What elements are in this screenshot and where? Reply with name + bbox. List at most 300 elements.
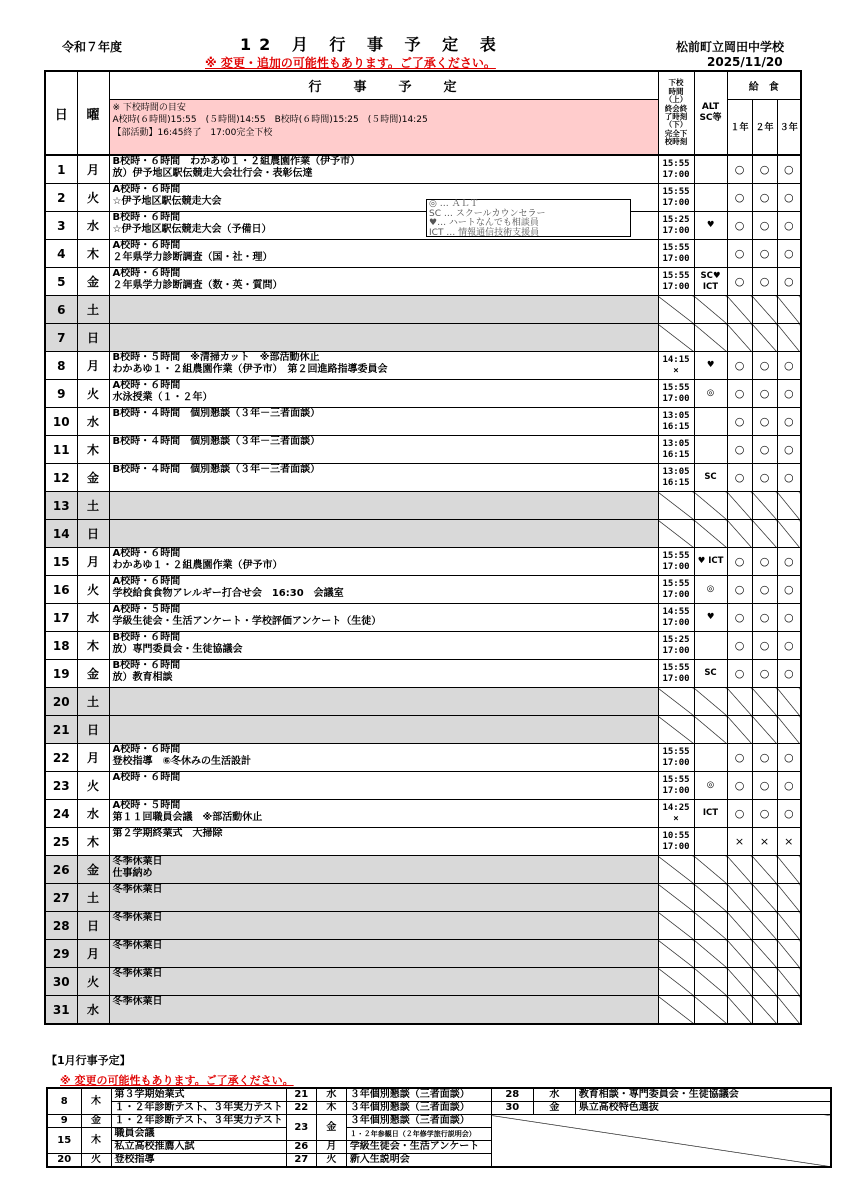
day-row (45, 408, 801, 436)
lunch-grade-1: ○ (727, 184, 752, 212)
crossed-out-cell (658, 968, 694, 996)
lunch-grade-3: ○ (777, 744, 801, 772)
lunch-grade-1: ○ (727, 800, 752, 828)
lunch-grade-2: ○ (752, 240, 777, 268)
jan-empty-cell (491, 1115, 831, 1168)
crossed-out-cell (658, 492, 694, 520)
lunch-grade-3: ○ (777, 436, 801, 464)
crossed-out-cell (777, 520, 801, 548)
lunch-grade-3: ○ (777, 772, 801, 800)
end-time: 10:55 (662, 830, 690, 841)
day-events (109, 744, 658, 772)
day-number: 5 (45, 268, 77, 296)
jan-day: 28 (491, 1088, 533, 1102)
day-number: 2 (45, 184, 77, 212)
staff-marker (694, 184, 727, 212)
day-number: 6 (45, 296, 77, 324)
staff-marker: ♥ (694, 352, 727, 380)
day-of-week: 土 (77, 884, 109, 912)
header-events: 行 事 予 定 (109, 71, 658, 99)
lunch-grade-2: ○ (752, 155, 777, 184)
crossed-out-cell (658, 520, 694, 548)
day-events (109, 324, 658, 352)
crossed-out-cell (694, 324, 727, 352)
lunch-grade-1: ○ (727, 240, 752, 268)
day-of-week: 水 (77, 800, 109, 828)
header-day: 日 (45, 71, 77, 155)
crossed-out-cell (658, 940, 694, 968)
event-line: A校時・５時間 (112, 604, 181, 615)
day-row (45, 492, 801, 520)
crossed-out-cell (752, 296, 777, 324)
day-of-week: 火 (77, 184, 109, 212)
event-line: 学級生徒会・生活アンケート・学校評価アンケート（生徒） (112, 616, 382, 627)
day-row (45, 940, 801, 968)
lunch-grade-3: ○ (777, 548, 801, 576)
event-line: 放）専門委員会・生徒協議会 (112, 644, 243, 655)
end-time: 13:05 (662, 438, 690, 449)
crossed-out-cell (727, 912, 752, 940)
lunch-grade-1: ○ (727, 464, 752, 492)
lunch-grade-2: ○ (752, 184, 777, 212)
lunch-grade-1: ○ (727, 408, 752, 436)
day-of-week: 火 (77, 576, 109, 604)
day-of-week: 火 (77, 968, 109, 996)
jan-dow: 木 (316, 1102, 346, 1115)
day-number: 11 (45, 436, 77, 464)
jan-day: 22 (286, 1102, 316, 1115)
lunch-grade-3: ○ (777, 604, 801, 632)
crossed-out-cell (658, 884, 694, 912)
day-of-week: 水 (77, 604, 109, 632)
end-time: 15:55 (662, 774, 690, 785)
day-row (45, 212, 801, 240)
staff-marker: ◎ (694, 576, 727, 604)
day-of-week: 木 (77, 828, 109, 856)
crossed-out-cell (727, 324, 752, 352)
day-events (109, 155, 658, 184)
day-events (109, 464, 658, 492)
event-line: B校時・６時間 (112, 632, 181, 643)
jan-event: ３年個別懇談（三者面談） (346, 1102, 491, 1115)
event-line: 冬季休業日 (112, 856, 163, 867)
crossed-out-cell (777, 296, 801, 324)
day-of-week: 木 (77, 240, 109, 268)
end-time: 15:55 (662, 158, 690, 169)
lunch-grade-2: ○ (752, 464, 777, 492)
dismissal-times (658, 576, 694, 604)
event-line: B校時・５時間 ※清掃カット ※部活動休止 (112, 352, 320, 363)
day-events (109, 688, 658, 716)
crossed-out-cell (777, 856, 801, 884)
lunch-grade-3: ○ (777, 800, 801, 828)
staff-marker: ♥ (694, 604, 727, 632)
lunch-grade-1: ○ (727, 155, 752, 184)
day-row (45, 184, 801, 212)
day-of-week: 月 (77, 352, 109, 380)
day-of-week: 土 (77, 492, 109, 520)
event-line: 第１１回職員会議 ※部活動休止 (112, 812, 263, 823)
event-line: 冬季休業日 (112, 996, 163, 1007)
event-line: わかあゆ１・２組農園作業（伊予市） 第２回進路指導委員会 (112, 364, 388, 375)
day-row (45, 968, 801, 996)
end-time: 13:05 (662, 410, 690, 421)
crossed-out-cell (658, 996, 694, 1025)
day-row (45, 464, 801, 492)
day-number: 20 (45, 688, 77, 716)
lunch-grade-3: ○ (777, 380, 801, 408)
lunch-grade-2: ○ (752, 632, 777, 660)
crossed-out-cell (752, 688, 777, 716)
day-row (45, 660, 801, 688)
event-line: A校時・６時間 (112, 380, 181, 391)
jan-dow: 水 (533, 1088, 575, 1102)
day-of-week: 水 (77, 996, 109, 1025)
day-of-week: 土 (77, 296, 109, 324)
day-row (45, 268, 801, 296)
crossed-out-cell (658, 296, 694, 324)
day-of-week: 木 (77, 436, 109, 464)
end-time: 14:25 (662, 802, 690, 813)
day-events (109, 492, 658, 520)
event-line: A校時・６時間 (112, 548, 181, 559)
event-line: B校時・６時間 (112, 212, 181, 223)
day-number: 16 (45, 576, 77, 604)
day-number: 1 (45, 155, 77, 184)
day-number: 3 (45, 212, 77, 240)
dismissal-times (658, 184, 694, 212)
change-notice: ※ 変更・追加の可能性もあります。ご了承ください。 (205, 56, 496, 70)
lunch-grade-2: ○ (752, 772, 777, 800)
dismissal-guide-times: A校時(６時間)15:55 (５時間)14:55 B校時(６時間)15:25 (５時間)14:25 (112, 115, 428, 125)
jan-dow: 木 (81, 1088, 111, 1115)
staff-marker (694, 408, 727, 436)
lunch-grade-2: ○ (752, 212, 777, 240)
lunch-grade-3: ○ (777, 660, 801, 688)
day-events (109, 548, 658, 576)
legend-ict: ICT … 情報通信技術支援員 (429, 227, 540, 238)
january-table (46, 1087, 832, 1168)
full-dismissal-time: 17:00 (662, 169, 690, 180)
dismissal-times (658, 800, 694, 828)
event-line: A校時・６時間 (112, 772, 181, 783)
full-dismissal-time: 16:15 (662, 477, 690, 488)
crossed-out-cell (752, 968, 777, 996)
staff-marker (694, 744, 727, 772)
end-time: 15:25 (662, 214, 690, 225)
lunch-grade-2: ○ (752, 800, 777, 828)
lunch-grade-2: × (752, 828, 777, 856)
full-dismissal-time: 17:00 (662, 253, 690, 264)
day-number: 31 (45, 996, 77, 1025)
jan-day: 27 (286, 1154, 316, 1168)
day-number: 17 (45, 604, 77, 632)
day-row (45, 884, 801, 912)
staff-marker (694, 436, 727, 464)
lunch-grade-2: ○ (752, 576, 777, 604)
issue-date: 2025/11/20 (707, 55, 783, 69)
day-row (45, 716, 801, 744)
staff-marker (694, 828, 727, 856)
crossed-out-cell (727, 940, 752, 968)
jan-event: 職員会議 (111, 1128, 286, 1141)
day-events (109, 268, 658, 296)
crossed-out-cell (777, 940, 801, 968)
day-number: 8 (45, 352, 77, 380)
lunch-grade-3: × (777, 828, 801, 856)
jan-dow: 火 (81, 1154, 111, 1168)
lunch-grade-1: ○ (727, 352, 752, 380)
day-number: 25 (45, 828, 77, 856)
day-row (45, 324, 801, 352)
crossed-out-cell (727, 716, 752, 744)
day-of-week: 水 (77, 408, 109, 436)
day-of-week: 金 (77, 268, 109, 296)
full-dismissal-time: 17:00 (662, 645, 690, 656)
lunch-grade-2: ○ (752, 352, 777, 380)
full-dismissal-time: 17:00 (662, 617, 690, 628)
staff-marker (694, 240, 727, 268)
event-line: 第２学期終業式 大掃除 (112, 828, 223, 839)
day-events (109, 716, 658, 744)
day-row (45, 604, 801, 632)
day-of-week: 日 (77, 324, 109, 352)
lunch-grade-2: ○ (752, 268, 777, 296)
crossed-out-cell (752, 884, 777, 912)
jan-day: 8 (47, 1088, 81, 1115)
day-row (45, 155, 801, 184)
dismissal-times (658, 744, 694, 772)
dismissal-times (658, 212, 694, 240)
event-line: 放）伊予地区駅伝競走大会壮行会・表彰伝達 (112, 168, 313, 179)
lunch-grade-2: ○ (752, 660, 777, 688)
event-line: A校時・６時間 (112, 576, 181, 587)
jan-event: 私立高校推薦入試 (111, 1141, 286, 1154)
header-grade-1: １年 (727, 99, 752, 155)
crossed-out-cell (727, 968, 752, 996)
crossed-out-cell (658, 912, 694, 940)
lunch-grade-1: ○ (727, 772, 752, 800)
day-of-week: 水 (77, 212, 109, 240)
full-dismissal-time: 17:00 (662, 673, 690, 684)
jan-day: 30 (491, 1102, 533, 1115)
lunch-grade-3: ○ (777, 352, 801, 380)
day-of-week: 火 (77, 380, 109, 408)
dismissal-times (658, 436, 694, 464)
legend-heart: ♥… ハートなんでも相談員 (429, 218, 539, 228)
crossed-out-cell (658, 324, 694, 352)
day-row (45, 520, 801, 548)
day-events (109, 576, 658, 604)
full-dismissal-time: × (673, 365, 679, 376)
day-of-week: 金 (77, 856, 109, 884)
day-number: 27 (45, 884, 77, 912)
page-title: 12 月 行 事 予 定 表 (240, 35, 504, 54)
fiscal-year: 令和７年度 (62, 40, 123, 54)
jan-dow: 火 (316, 1154, 346, 1168)
crossed-out-cell (777, 324, 801, 352)
jan-day: 15 (47, 1128, 81, 1154)
day-of-week: 火 (77, 772, 109, 800)
day-events (109, 632, 658, 660)
day-events (109, 296, 658, 324)
full-dismissal-time: 17:00 (662, 757, 690, 768)
dismissal-times (658, 828, 694, 856)
day-events (109, 884, 658, 912)
lunch-grade-2: ○ (752, 436, 777, 464)
event-line: 冬季休業日 (112, 968, 163, 979)
event-line: B校時・４時間 個別懇談（３年－三者面談） (112, 408, 321, 419)
jan-dow: 水 (316, 1088, 346, 1102)
lunch-grade-3: ○ (777, 184, 801, 212)
event-line: A校時・５時間 (112, 800, 181, 811)
day-number: 13 (45, 492, 77, 520)
header-alt-sc: ALT SC等 (694, 71, 727, 155)
day-of-week: 木 (77, 632, 109, 660)
end-time: 15:55 (662, 382, 690, 393)
jan-event: ３年個別懇談（三者面談） (346, 1088, 491, 1102)
dismissal-guide-club: 【部活動】16:45終了 17:00完全下校 (112, 127, 273, 138)
day-number: 21 (45, 716, 77, 744)
dismissal-times (658, 464, 694, 492)
crossed-out-cell (727, 996, 752, 1025)
jan-day: 20 (47, 1154, 81, 1168)
day-number: 30 (45, 968, 77, 996)
january-title: 【1月行事予定】 (46, 1054, 131, 1067)
day-row (45, 240, 801, 268)
full-dismissal-time: 17:00 (662, 281, 690, 292)
day-of-week: 月 (77, 548, 109, 576)
day-of-week: 月 (77, 940, 109, 968)
crossed-out-cell (727, 688, 752, 716)
full-dismissal-time: 17:00 (662, 841, 690, 852)
crossed-out-cell (694, 968, 727, 996)
january-notice: ※ 変更の可能性もあります。ご了承ください。 (60, 1074, 294, 1087)
dismissal-times (658, 604, 694, 632)
end-time: 15:55 (662, 662, 690, 673)
day-of-week: 土 (77, 688, 109, 716)
day-events (109, 436, 658, 464)
lunch-grade-3: ○ (777, 268, 801, 296)
day-of-week: 日 (77, 716, 109, 744)
day-events (109, 996, 658, 1025)
event-line: わかあゆ１・２組農園作業（伊予市） (112, 560, 283, 571)
crossed-out-cell (752, 912, 777, 940)
day-number: 28 (45, 912, 77, 940)
day-events (109, 968, 658, 996)
day-number: 19 (45, 660, 77, 688)
day-row (45, 688, 801, 716)
day-events (109, 772, 658, 800)
end-time: 15:55 (662, 186, 690, 197)
full-dismissal-time: 17:00 (662, 225, 690, 236)
day-of-week: 日 (77, 520, 109, 548)
legend-box (426, 199, 631, 237)
day-row (45, 576, 801, 604)
jan-event: 学級生徒会・生活アンケート (346, 1141, 491, 1154)
crossed-out-cell (777, 968, 801, 996)
day-events (109, 856, 658, 884)
event-line: ☆伊予地区駅伝競走大会 (112, 196, 222, 207)
crossed-out-cell (658, 688, 694, 716)
event-line: A校時・６時間 (112, 240, 181, 251)
dismissal-times (658, 408, 694, 436)
jan-event: 県立高校特色選抜 (575, 1102, 831, 1115)
day-of-week: 金 (77, 464, 109, 492)
header-grade-3: ３年 (777, 99, 801, 155)
day-row (45, 632, 801, 660)
full-dismissal-time: 17:00 (662, 589, 690, 600)
event-line: 登校指導 ⑥冬休みの生活設計 (112, 756, 251, 767)
day-row (45, 296, 801, 324)
day-events (109, 828, 658, 856)
end-time: 15:55 (662, 578, 690, 589)
lunch-grade-2: ○ (752, 604, 777, 632)
lunch-grade-1: ○ (727, 436, 752, 464)
day-row (45, 912, 801, 940)
day-row (45, 548, 801, 576)
lunch-grade-3: ○ (777, 632, 801, 660)
event-line: ２年県学力診断調査（数・英・質問） (112, 280, 283, 291)
lunch-grade-3: ○ (777, 576, 801, 604)
lunch-grade-3: ○ (777, 408, 801, 436)
crossed-out-cell (694, 688, 727, 716)
event-line: 冬季休業日 (112, 940, 163, 951)
lunch-grade-1: ○ (727, 604, 752, 632)
dismissal-times (658, 352, 694, 380)
jan-event: 教育相談・専門委員会・生徒協議会 (575, 1088, 831, 1102)
event-line: 仕事納め (112, 868, 153, 879)
lunch-grade-1: ○ (727, 268, 752, 296)
day-number: 23 (45, 772, 77, 800)
dismissal-times (658, 268, 694, 296)
day-events (109, 940, 658, 968)
crossed-out-cell (727, 520, 752, 548)
day-events (109, 912, 658, 940)
day-events (109, 660, 658, 688)
lunch-grade-3: ○ (777, 240, 801, 268)
crossed-out-cell (777, 912, 801, 940)
day-row (45, 380, 801, 408)
event-line: 冬季休業日 (112, 912, 163, 923)
day-number: 26 (45, 856, 77, 884)
crossed-out-cell (777, 688, 801, 716)
crossed-out-cell (694, 884, 727, 912)
event-line: 水泳授業（１・２年） (112, 392, 213, 403)
staff-marker: SC♥ ICT (694, 268, 727, 296)
crossed-out-cell (777, 716, 801, 744)
crossed-out-cell (727, 296, 752, 324)
staff-marker: ◎ (694, 772, 727, 800)
staff-marker (694, 155, 727, 184)
lunch-grade-1: ○ (727, 660, 752, 688)
crossed-out-cell (694, 996, 727, 1025)
crossed-out-cell (694, 912, 727, 940)
day-events (109, 352, 658, 380)
day-number: 10 (45, 408, 77, 436)
day-row (45, 744, 801, 772)
crossed-out-cell (694, 856, 727, 884)
legend-sc: SC … スクールカウンセラー (429, 208, 546, 219)
lunch-grade-1: ○ (727, 548, 752, 576)
crossed-out-cell (752, 520, 777, 548)
day-events (109, 800, 658, 828)
end-time: 14:55 (662, 606, 690, 617)
staff-marker: ♥ ICT (694, 548, 727, 576)
day-number: 7 (45, 324, 77, 352)
dismissal-times (658, 548, 694, 576)
day-events (109, 408, 658, 436)
